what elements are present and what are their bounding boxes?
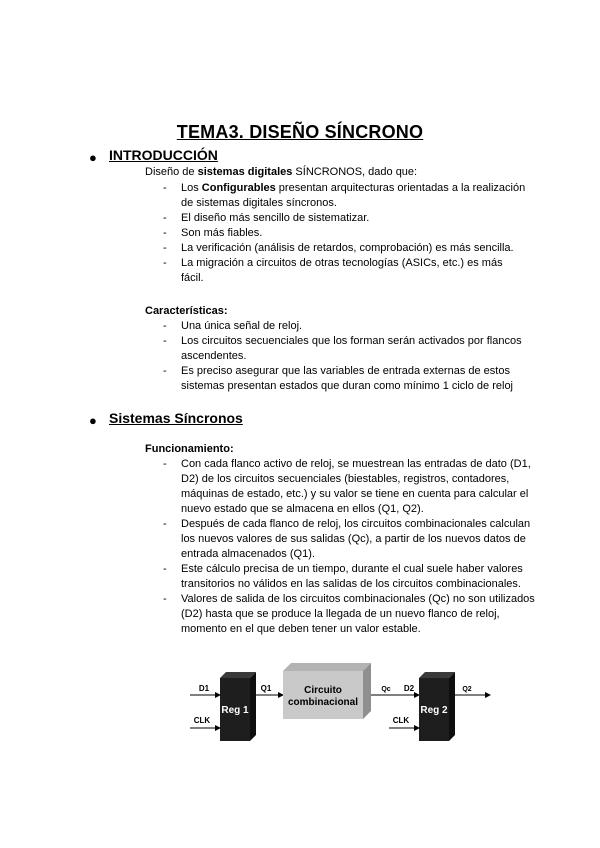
d1-label: D1: [198, 684, 210, 693]
list-item: - Este cálculo precisa de un tiempo, durante el cual suele haber valores transitorios no válidos en las salidas de los circuitos combinacionales.: [163, 562, 543, 592]
intro-list: [163, 181, 533, 286]
comb-label-line1: Circuito: [304, 685, 342, 696]
reg1-label: Reg 1: [221, 705, 249, 716]
caracteristicas-list: [163, 319, 543, 394]
page-title: TEMA3. DISEÑO SÍNCRONO: [176, 122, 424, 142]
list-item: - Los Configurables presentan arquitecturas orientadas a la realización de sistemas digitales síncronos.: [163, 181, 533, 211]
list-item: - La verificación (análisis de retardos, comprobación) es más sencilla.: [163, 241, 533, 256]
list-item: - Una única señal de reloj.: [163, 319, 543, 334]
list-item: - Con cada flanco activo de reloj, se muestrean las entradas de dato (D1, D2) de los circuitos secuenciales (biestables, registros, contadores, máquinas de estado, etc.) y su valor se tiene en cuenta para calcular el nuevo estado que se almacena en ellos (Q1, Q2).: [163, 457, 543, 517]
comb-label-line2: combinacional: [287, 697, 359, 708]
reg2-label: Reg 2: [420, 705, 448, 716]
section-heading-sistemas-sincronos: Sistemas Síncronos: [109, 410, 243, 426]
section-bullet: ●: [89, 150, 97, 165]
q1-label: Q1: [260, 684, 272, 693]
d2-label: D2: [403, 684, 415, 693]
clk1-label: CLK: [193, 716, 211, 725]
list-item: - Son más fiables.: [163, 226, 533, 241]
list-item: - Valores de salida de los circuitos combinacionales (Qc) no son utilizados (D2) hasta que se produce la llegada de un nuevo flanco de reloj, momento en el que deben tener un valor estable.: [163, 592, 543, 637]
list-item: - La migración a circuitos de otras tecnologías (ASICs, etc.) es más fácil.: [163, 256, 521, 286]
funcionamiento-list: [163, 457, 543, 637]
section-heading-introduccion: INTRODUCCIÓN: [109, 147, 218, 163]
section-bullet: ●: [89, 413, 97, 428]
qc-label: Qc: [381, 686, 391, 693]
caracteristicas-heading: Características:: [145, 305, 228, 317]
synchronous-system-diagram: [180, 655, 500, 755]
list-item: - Es preciso asegurar que las variables de entrada externas de estos sistemas presentan estados que duran como mínimo 1 ciclo de reloj: [163, 364, 536, 394]
list-item: - El diseño más sencillo de sistematizar.: [163, 211, 533, 226]
clk2-label: CLK: [392, 716, 410, 725]
list-item: - Los circuitos secuenciales que los forman serán activados por flancos ascendentes.: [163, 334, 543, 364]
list-item: - Después de cada flanco de reloj, los circuitos combinacionales calculan los nuevos valores de sus salidas (Qc), a partir de los nuevos datos de entrada almacenados (Q1).: [163, 517, 543, 562]
funcionamiento-heading: Funcionamiento:: [145, 443, 234, 455]
intro-sentence: Diseño de sistemas digitales SÍNCRONOS, dado que:: [145, 166, 418, 178]
q2-label: Q2: [462, 686, 472, 693]
